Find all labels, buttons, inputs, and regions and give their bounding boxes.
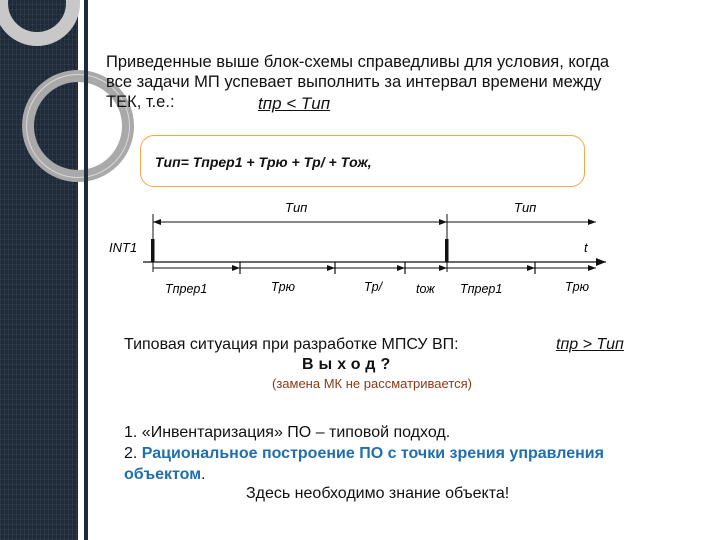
seg-label: Tрю — [565, 280, 589, 294]
int-label: INT1 — [109, 240, 138, 255]
seg-label: Tрю — [271, 280, 295, 294]
seg-label: Tпрер1 — [460, 282, 503, 296]
int-pulse — [445, 239, 449, 262]
tip-label-left: Tип — [285, 200, 308, 215]
condition-lt: tпр < Tип — [258, 94, 331, 113]
intro-line3: ТЕК, т.е.: — [106, 93, 175, 111]
note-text: (замена МК не рассматривается) — [272, 376, 472, 391]
intro-line1: Приведенные выше блок-схемы справедливы для условия, когда — [106, 53, 610, 71]
tip-label-right: Tип — [514, 200, 537, 215]
intro-line2: все задачи МП успевает выполнить за интервал времени между — [106, 73, 602, 91]
seg-label: Tпрер1 — [165, 282, 208, 296]
t-label: t — [584, 240, 588, 255]
typical-situation: Типовая ситуация при разработке МПСУ ВП: — [124, 336, 459, 353]
approach-list — [124, 422, 684, 485]
seg-label: tож — [416, 282, 435, 296]
list-item: 2. Рациональное построение ПО с точки зрения управления объектом. — [124, 445, 604, 483]
seg-label: Tр/ — [364, 280, 383, 294]
highlight-text: Рациональное построение ПО с точки зрения управления объектом — [124, 445, 604, 483]
exit-question: Выход? — [302, 356, 396, 373]
list-item: 1. «Инвентаризация» ПО – типовой подход. — [124, 424, 451, 441]
formula-text: Tип= Tпрер1 + Tрю + Tр/ + Tож, — [155, 154, 372, 170]
closing-text: Здесь необходимо знание объекта! — [246, 485, 510, 502]
int-pulse — [151, 239, 155, 262]
condition-gt: tпр > Tип — [556, 336, 624, 353]
